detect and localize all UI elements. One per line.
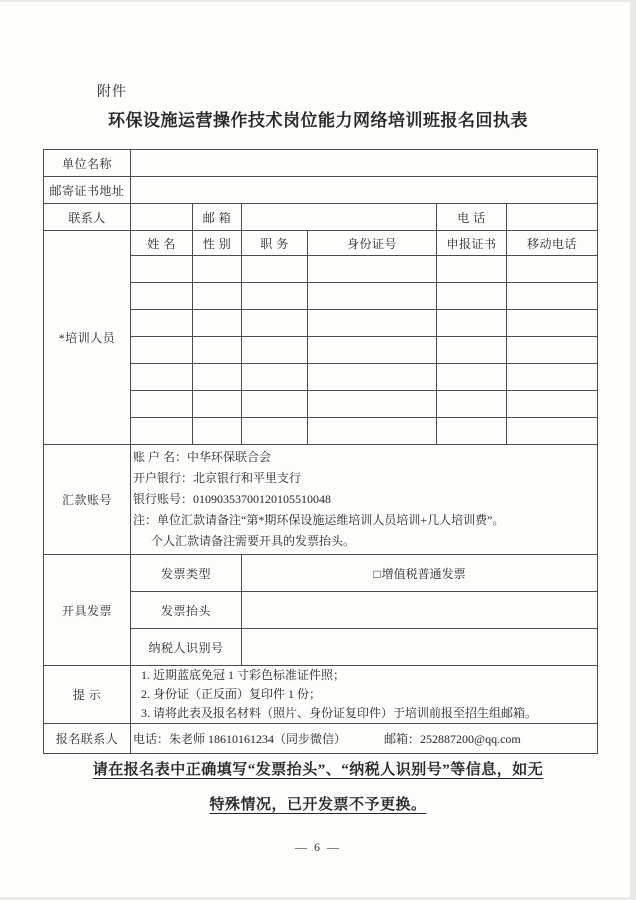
- footer-note-line2: 特殊情况，已开发票不予更换。: [209, 797, 427, 813]
- personnel-cell: [437, 337, 507, 364]
- registration-contact-row: [44, 724, 598, 754]
- personnel-cell: [437, 364, 507, 391]
- email-value-cell: [242, 204, 437, 231]
- personnel-cell: [308, 418, 437, 445]
- remittance-row: [44, 445, 598, 555]
- remittance-account-name: 账 户 名：中华环保联合会: [133, 450, 272, 464]
- invoice-type-value-cell: [242, 555, 598, 592]
- scanned-page: [0, 2, 630, 897]
- personnel-cell: [507, 418, 598, 445]
- registration-contact-phone: 电话：朱老师 18610161234（同步微信）: [133, 732, 347, 746]
- trainees-label: *培训人员: [44, 231, 131, 445]
- personnel-cell: [131, 337, 193, 364]
- tip-line-2: 2. 身份证（正反面）复印件 1 份；: [141, 687, 322, 701]
- personnel-cell: [507, 310, 598, 337]
- personnel-cell: [507, 391, 598, 418]
- personnel-cell: [131, 310, 193, 337]
- personnel-cell: [308, 364, 437, 391]
- personnel-cell: [193, 283, 242, 310]
- mail-address-label: 邮寄证书地址: [44, 177, 131, 204]
- tip-line-3: 3. 请将此表及报名材料（照片、身份证复印件）于培训前报至招生组邮箱。: [141, 706, 538, 720]
- footer-note-line1: 请在报名表中正确填写“发票抬头”、“纳税人识别号”等信息，如无: [92, 762, 544, 778]
- contact-name-value-cell: [131, 204, 193, 231]
- personnel-cell: [308, 337, 437, 364]
- invoice-type-label: 发票类型: [131, 555, 242, 592]
- email-label: 邮 箱: [193, 204, 242, 231]
- tips-row: [44, 666, 598, 724]
- unit-name-value-cell: [131, 150, 598, 177]
- phone-label: 电 话: [437, 204, 507, 231]
- personnel-cell: [242, 391, 308, 418]
- personnel-cell: [242, 364, 308, 391]
- personnel-cell: [193, 256, 242, 283]
- personnel-cell: [242, 283, 308, 310]
- personnel-cell: [437, 256, 507, 283]
- personnel-cell: [131, 391, 193, 418]
- personnel-header-name: 姓 名: [131, 231, 193, 256]
- personnel-cell: [507, 283, 598, 310]
- remittance-note2: 个人汇款请备注需要开具的发票抬头。: [151, 534, 356, 548]
- personnel-cell: [507, 337, 598, 364]
- registration-contact-email: 邮箱：252887200@qq.com: [384, 732, 521, 746]
- personnel-cell: [193, 310, 242, 337]
- invoice-title-label: 发票抬头: [131, 592, 242, 629]
- invoice-type-value: 增值税普通发票: [381, 566, 466, 581]
- personnel-cell: [308, 256, 437, 283]
- invoice-type-row: [44, 555, 598, 592]
- personnel-header-row: [44, 231, 598, 256]
- personnel-cell: [308, 391, 437, 418]
- personnel-cell: [242, 418, 308, 445]
- personnel-cell: [242, 310, 308, 337]
- invoice-label: 开具发票: [44, 555, 131, 666]
- personnel-cell: [131, 283, 193, 310]
- remittance-account-no: 银行账号：01090353700120105510048: [133, 492, 332, 506]
- registration-table: [43, 149, 598, 754]
- contact-person-row: [44, 204, 598, 231]
- personnel-header-position: 职 务: [242, 231, 308, 256]
- personnel-cell: [131, 364, 193, 391]
- personnel-cell: [437, 283, 507, 310]
- personnel-cell: [131, 256, 193, 283]
- invoice-title-value-cell: [242, 592, 598, 629]
- page-title: 环保设施运营操作技术岗位能力网络培训班报名回执表: [108, 111, 528, 130]
- personnel-cell: [308, 283, 437, 310]
- personnel-header-certificate: 申报证书: [437, 231, 507, 256]
- personnel-cell: [193, 337, 242, 364]
- contact-label: 联系人: [44, 204, 131, 231]
- registration-contact-label: 报名联系人: [44, 724, 131, 754]
- personnel-cell: [193, 418, 242, 445]
- taxpayer-id-value-cell: [242, 629, 598, 666]
- unit-name-row: [44, 150, 598, 177]
- personnel-header-gender: 性 别: [193, 231, 242, 256]
- remittance-note1: 注：单位汇款请备注“第*期环保设施运维培训人员培训+几人培训费”。: [133, 513, 505, 527]
- personnel-cell: [193, 364, 242, 391]
- personnel-cell: [308, 310, 437, 337]
- attachment-label: 附件: [97, 85, 127, 100]
- remittance-bank: 开户银行：北京银行和平里支行: [133, 471, 302, 485]
- tip-line-1: 1. 近期蓝底免冠 1 寸彩色标准证件照；: [141, 668, 346, 682]
- personnel-cell: [242, 256, 308, 283]
- personnel-cell: [437, 391, 507, 418]
- unit-name-label: 单位名称: [44, 150, 131, 177]
- page-number: — 6 —: [295, 840, 341, 854]
- mail-address-row: [44, 177, 598, 204]
- personnel-cell: [437, 418, 507, 445]
- tips-content-cell: [131, 666, 598, 724]
- personnel-cell: [437, 310, 507, 337]
- phone-value-cell: [507, 204, 598, 231]
- mail-address-value-cell: [131, 177, 598, 204]
- personnel-header-id-number: 身份证号: [308, 231, 437, 256]
- personnel-header-mobile: 移动电话: [507, 231, 598, 256]
- checkbox-unchecked-icon: □: [373, 566, 381, 581]
- personnel-cell: [131, 418, 193, 445]
- registration-contact-cell: [131, 724, 598, 754]
- tips-label: 提 示: [44, 666, 131, 724]
- personnel-cell: [507, 364, 598, 391]
- personnel-cell: [242, 337, 308, 364]
- taxpayer-id-label: 纳税人识别号: [131, 629, 242, 666]
- remittance-content-cell: [131, 445, 598, 555]
- personnel-cell: [507, 256, 598, 283]
- personnel-cell: [193, 391, 242, 418]
- remittance-label: 汇款账号: [44, 445, 131, 555]
